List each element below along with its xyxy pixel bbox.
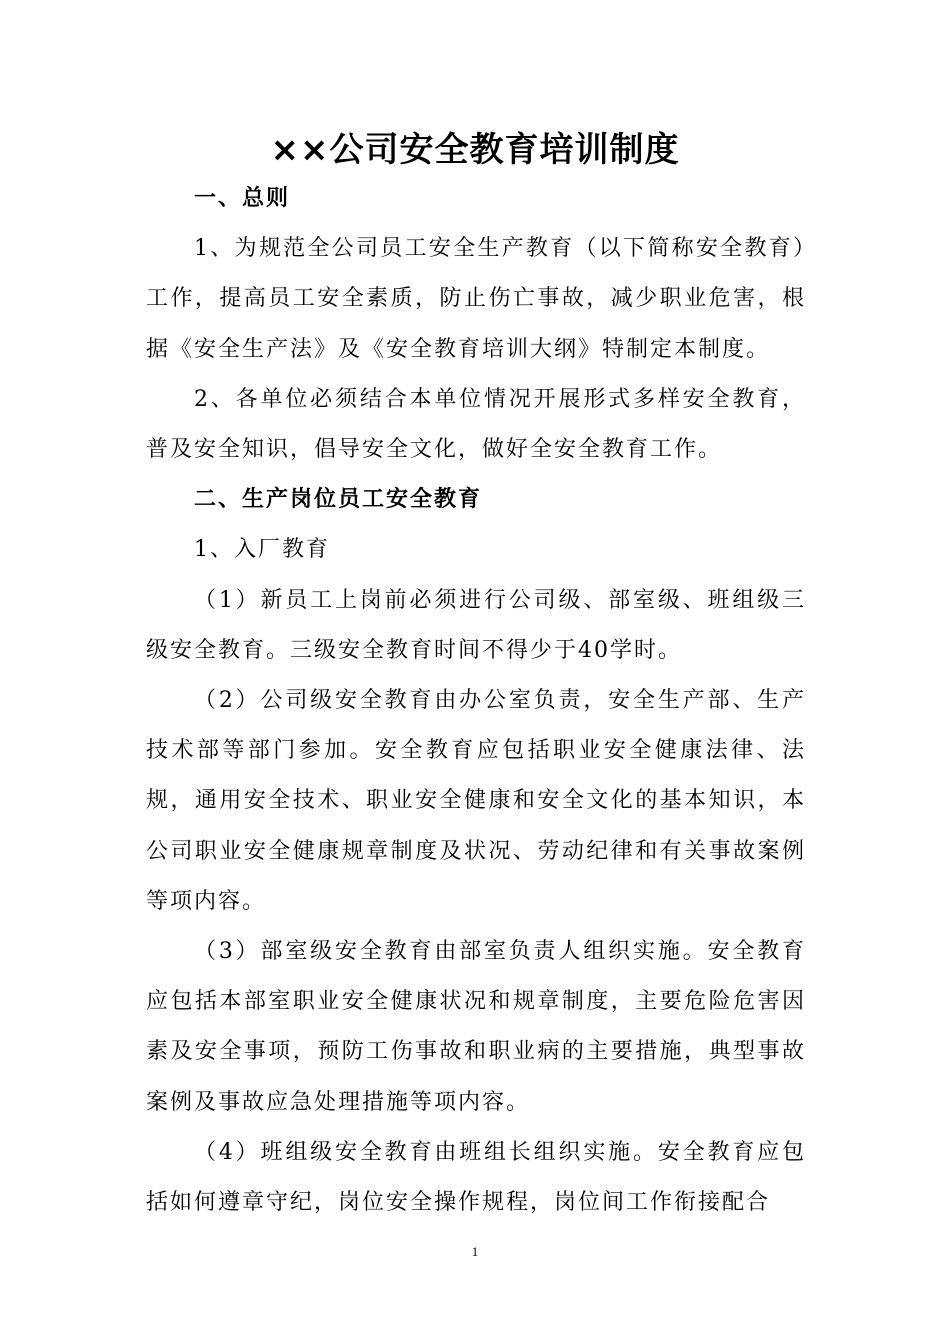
paragraph: 1、为规范全公司员工安全生产教育（以下简称安全教育）工作，提高员工安全素质，防止伤亡事故，减少职业危害，根据《安全生产法》及《安全教育培训大纲》特制定本制度。 xyxy=(146,236,806,362)
paragraph: （3）部室级安全教育由部室负责人组织实施。安全教育应包括本部室职业安全健康状况和规章制度，主要危险危害因素及安全事项，预防工伤事故和职业病的主要措施，典型事故案例及事故应急处理措施等项内容。 xyxy=(146,939,806,1115)
section-heading: 一、总则 xyxy=(194,186,291,211)
paragraph: （4）班组级安全教育由班组长组织实施。安全教育应包括如何遵章守纪，岗位安全操作规程，岗位间工作衔接配合 xyxy=(146,1139,806,1216)
paragraph: 1、入厂教育 xyxy=(194,537,330,563)
document-body xyxy=(146,174,806,1228)
paragraph: 2、各单位必须结合本单位情况开展形式多样安全教育，普及安全知识，倡导安全文化，做好全安全教育工作。 xyxy=(146,386,806,463)
section-heading: 二、生产岗位员工安全教育 xyxy=(194,487,483,513)
document-title: ××公司安全教育培训制度 xyxy=(270,130,680,170)
paragraph: （2）公司级安全教育由办公室负责，安全生产部、生产技术部等部门参加。安全教育应包括职业安全健康法律、法规，通用安全技术、职业安全健康和安全文化的基本知识，本公司职业安全健康规章制度及状况、劳动纪律和有关事故案例等项内容。 xyxy=(146,688,806,914)
section-general xyxy=(146,174,806,475)
page-number: 1 xyxy=(471,1244,479,1259)
paragraph: （1）新员工上岗前必须进行公司级、部室级、班组级三级安全教育。三级安全教育时间不得少于40学时。 xyxy=(146,587,806,663)
section-production-staff xyxy=(146,475,806,1228)
